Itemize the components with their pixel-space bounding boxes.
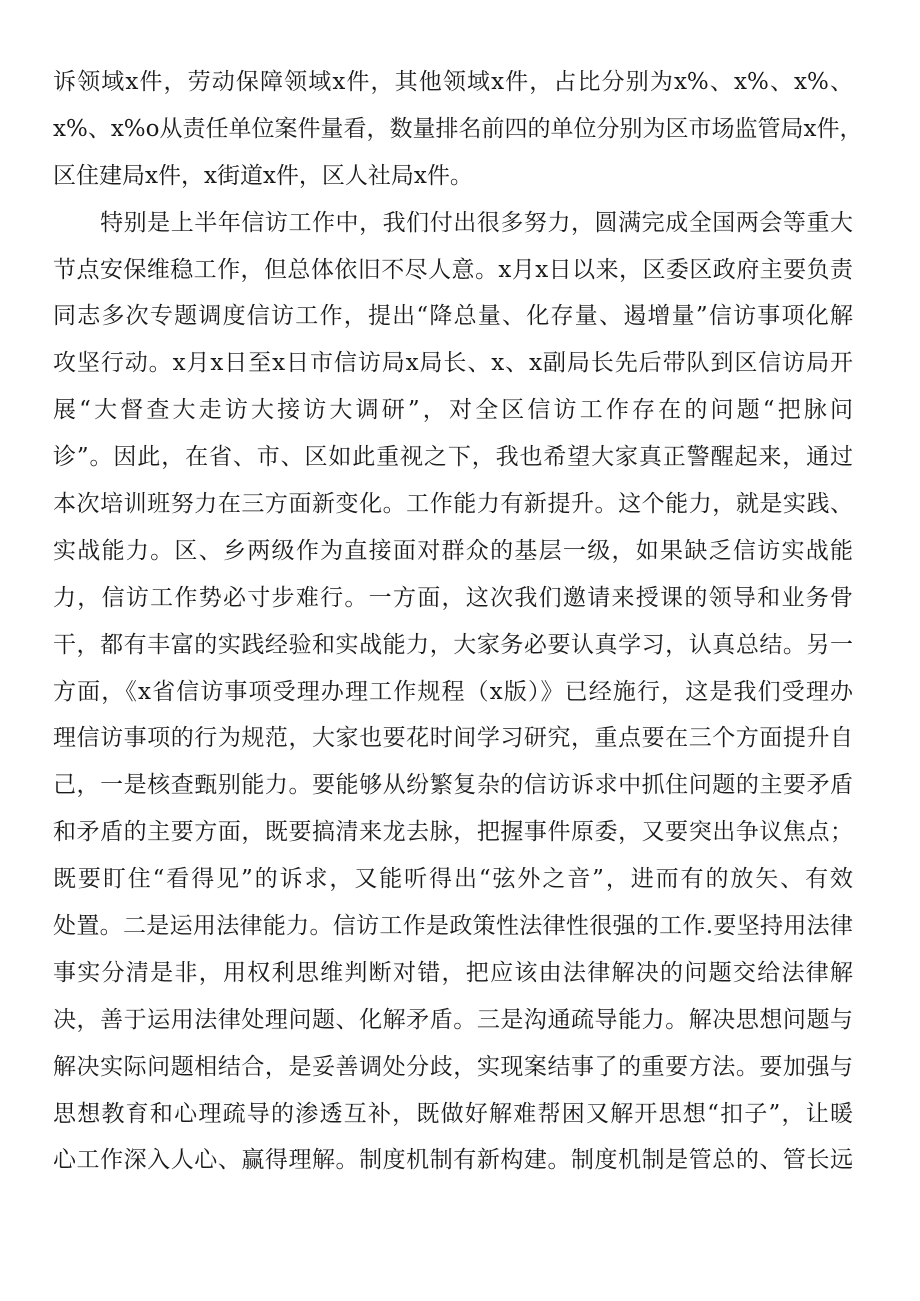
text-line: 诊”。因此，在省、市、区如此重视之下，我也希望大家真正警醒起来，通过 [53, 444, 853, 471]
text-line: 特别是上半年信访工作中，我们付出很多努力，圆满完成全国两会等重大 [53, 209, 853, 236]
text-line: 心工作深入人心、赢得理解。制度机制有新构建。制度机制是管总的、管长远 [53, 1147, 853, 1174]
text-line: 诉领域x件，劳动保障领域x件，其他领域x件，占比分别为x%、x%、x%、 [53, 69, 853, 95]
text-line: x%、x%o从责任单位案件量看，数量排名前四的单位分别为区市场监管局x件， [53, 115, 863, 142]
text-line: 处置。二是运用法律能力。信访工作是政策性法律性很强的工作.要坚持用法律 [53, 913, 853, 940]
text-line: 节点安保维稳工作，但总体依旧不尽人意。x月x日以来，区委区政府主要负责 [53, 256, 853, 283]
text-line: 思想教育和心理疏导的渗透互补，既做好解难帮困又解开思想“扣子”，让暖 [53, 1100, 853, 1127]
document-body [53, 59, 863, 1184]
text-line: 展“大督查大走访大接访大调研”，对全区信访工作存在的问题“把脉问 [53, 397, 853, 424]
text-line: 和矛盾的主要方面，既要搞清来龙去脉，把握事件原委，又要突出争议焦点； [53, 819, 853, 846]
text-line: 理信访事项的行为规范，大家也要花时间学习研究，重点要在三个方面提升自 [53, 725, 853, 752]
text-line: 己，一是核查甄别能力。要能够从纷繁复杂的信访诉求中抓住问题的主要矛盾 [53, 772, 853, 799]
text-line: 实战能力。区、乡两级作为直接面对群众的基层一级，如果缺乏信访实战能 [53, 537, 853, 564]
text-line: 事实分清是非，用权利思维判断对错，把应该由法律解决的问题交给法律解 [53, 959, 853, 986]
text-line: 本次培训班努力在三方面新变化。工作能力有新提升。这个能力，就是实践、 [53, 491, 853, 518]
text-line: 既要盯住“看得见”的诉求，又能听得出“弦外之音”，进而有的放矢、有效 [53, 866, 853, 893]
text-line: 干，都有丰富的实践经验和实战能力，大家务必要认真学习，认真总结。另一 [53, 631, 853, 658]
text-line: 区住建局x件，x街道x件，区人社局x件。 [53, 162, 473, 189]
text-line: 方面，《x省信访事项受理办理工作规程（x版）》已经施行，这是我们受理办 [53, 678, 853, 705]
text-line: 决，善于运用法律处理问题、化解矛盾。三是沟通疏导能力。解决思想问题与 [53, 1006, 853, 1033]
text-line: 同志多次专题调度信访工作，提出“降总量、化存量、遏增量”信访事项化解 [53, 303, 853, 330]
text-line: 攻坚行动。x月x日至x日市信访局x局长、x、x副局长先后带队到区信访局开 [53, 350, 853, 377]
text-line: 力，信访工作势必寸步难行。一方面，这次我们邀请来授课的领导和业务骨 [53, 584, 853, 611]
text-line: 解决实际问题相结合，是妥善调处分歧，实现案结事了的重要方法。要加强与 [53, 1053, 853, 1080]
